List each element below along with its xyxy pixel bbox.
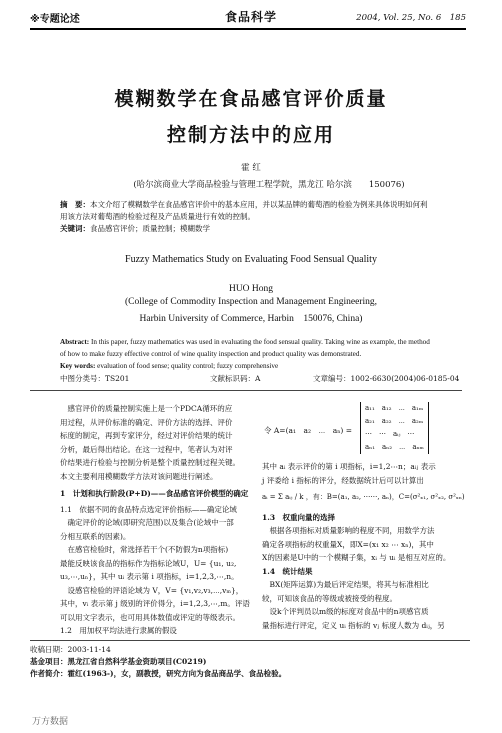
divider [30,390,462,391]
formula: aᵢ = Σ aᵢⱼ / k ，有：B=(a₁, a₂, ⋯⋯, aₙ)，C=(σ²ₓ₁, σ²ₓ₂, σ²ₓₙ) [262,493,465,501]
title-line2: 控制方法中的应用 [166,124,335,146]
author-bio: 作者简介：霍红(1963-)，女，副教授，研究方向为食品商品学、食品检验。 [30,669,287,678]
en-title: Fuzzy Mathematics Study on Evaluating Food Sensual Quality [125,254,377,265]
right-column: 令 A=(a₁ a₂ ⋯ aₙ) = a₁₁ a₁₂ ⋯ a₁ₘ a₂₁ a₂₂ ⋯ a₂ₘ ⋯ ⋯ aᵢⱼ ⋯ aₙ₁ aₙ₂ ⋯ aₙₘ 其中 aᵢ 表示评价的第 i 项指标，i=1,2⋯n；aᵢⱼ 表示 j 评委给 i 指标的评分，经数据统计后可以计算出 aᵢ = Σ aᵢⱼ / k ，有：B=(a₁, a₂, ⋯⋯, aₙ)，C=(σ²ₓ₁, σ²ₓ₂, σ²ₓₙ) 1.3 权重向量的选择 根据各项指标对质量影响的程度不同，用数学方法 确定各项指标的权重量X，即X=(x₁ x₂ ⋯ xₙ)，其中 X的因素是U中的一个模糊子集，xᵢ 与 uᵢ 是相互对应的。 1.4 统计结果 BX(矩阵运算)为最后评定结果，将其与标准相比 较，可知该食品的等级或被接受的程度。 设k个评判员以m级的标度对食品中的n项感官质 量指标进行评定，定义 uᵢ 指标的 vⱼ 标度人数为 dᵢⱼ，另 [262,402,474,632]
watermark: 万方数据 [32,717,69,727]
affiliation: (哈尔滨商业大学商品检验与管理工程学院，黑龙江 哈尔滨 150076) [133,180,405,190]
title-line1: 模糊数学在食品感官评价质量 [114,88,388,110]
en-affil-line2: Harbin University of Commerce, Harbin 150076, China) [139,314,363,324]
footnote-divider [30,640,470,641]
heading-1-4: 1.4 统计结果 [262,566,313,576]
running-header [30,6,466,30]
matrix-equation: 令 A=(a₁ a₂ ⋯ aₙ) = a₁₁ a₁₂ ⋯ a₁ₘ a₂₁ a₂₂ ⋯ a₂ₘ ⋯ ⋯ aᵢⱼ ⋯ aₙ₁ aₙ₂ ⋯ aₙₘ [262,402,474,460]
abstract-cn: 摘 要：本文介绍了模糊数学在食品感官评价中的基本应用，并以某品牌的葡萄酒的检验为例来具体说明如何利 用该方法对葡萄酒的检验过程及产品质量进行有效的控制。 关键词：食品感官评价；质量控制；模糊数学 [60,200,428,233]
heading-1-2: 1.2 用加权平均法进行隶属的假设 [60,626,177,635]
heading-1: 1 计划和执行阶段(P+D)——食品感官评价模型的确定 [60,489,249,498]
author: 霍 红 [241,163,261,173]
issue-info: 2004, Vol. 25, No. 6 185 [356,13,466,23]
page-number: 185 [449,13,466,23]
footnotes [30,644,470,680]
left-column: 感官评价的质量控制实施上是一个PDCA循环的应 用过程，从评价标准的确定、评价方法的选择、评价 标度的制定，再到专家评分，经过对评价结果的统计 分析，最后得出结论。在这一过程中，笔者认为对评 价结果进行检验与控制分析是整个质量控制过程关键。 本文主要利用模糊数学方法对该问题进行阐述。 1 计划和执行阶段(P+D)——食品感官评价模型的确定 1.1 依据不同的食品特点选定评价指标——确定论域 确定评价的论域(即研究范围)以及集合(论域中一部 分相互联系的因素)。 在感官检验时，常选择若干个(不防假为n项指标) 最能反映该食品的指标作为指标论域U，U= {u₁, u₂, u₃,⋯,uₙ}，其中 uᵢ 表示第 i 项指标，i=1,2,3,⋯,n。 设感官检验的评语论域为 V，V= {v₁,v₂,v₃,⋯,vₘ}， 其中，vᵢ 表示第 j 级别的评价得分，i=1,2,3,⋯,m。评语 可以用文字表示，也可用具体数值或评定的等级表示。 1.2 用加权平均法进行隶属的假设 [60,402,256,638]
en-author: HUO Hong [228,284,274,294]
received-date: 收稿日期：2003-11-14 [30,645,111,654]
abstract-en: Abstract: In this paper, fuzzy mathematics was used in evaluating the food sensual quality. Taking wine as example, the method of how to make fuzzy effective control of wine quality inspection and product quality was demonstrated. Key words: evaluation of food sense; quality control; fuzzy comprehensive [60,338,430,370]
fund-info: 基金项目：黑龙江省自然科学基金资助项目(C0219) [30,657,207,666]
clc-number: 中图分类号：TS201 [60,374,130,383]
doc-code: 文献标识码：A [210,374,261,383]
heading-1-3: 1.3 权重向量的选择 [262,512,336,522]
section-label: ※专题论述 [30,14,80,25]
en-affil-line1: (College of Commodity Inspection and Management Engineering, [125,297,377,307]
journal-name: 食品科学 [225,10,278,24]
article-number: 文章编号：1002-6630(2004)06-0185-04 [313,374,460,383]
matrix: a₁₁ a₁₂ ⋯ a₁ₘ a₂₁ a₂₂ ⋯ a₂ₘ ⋯ ⋯ aᵢⱼ ⋯ aₙ₁ aₙ₂ ⋯ aₙₘ [360,402,429,454]
heading-1-1: 1.1 依据不同的食品特点选定评价指标——确定论域 [60,504,237,514]
